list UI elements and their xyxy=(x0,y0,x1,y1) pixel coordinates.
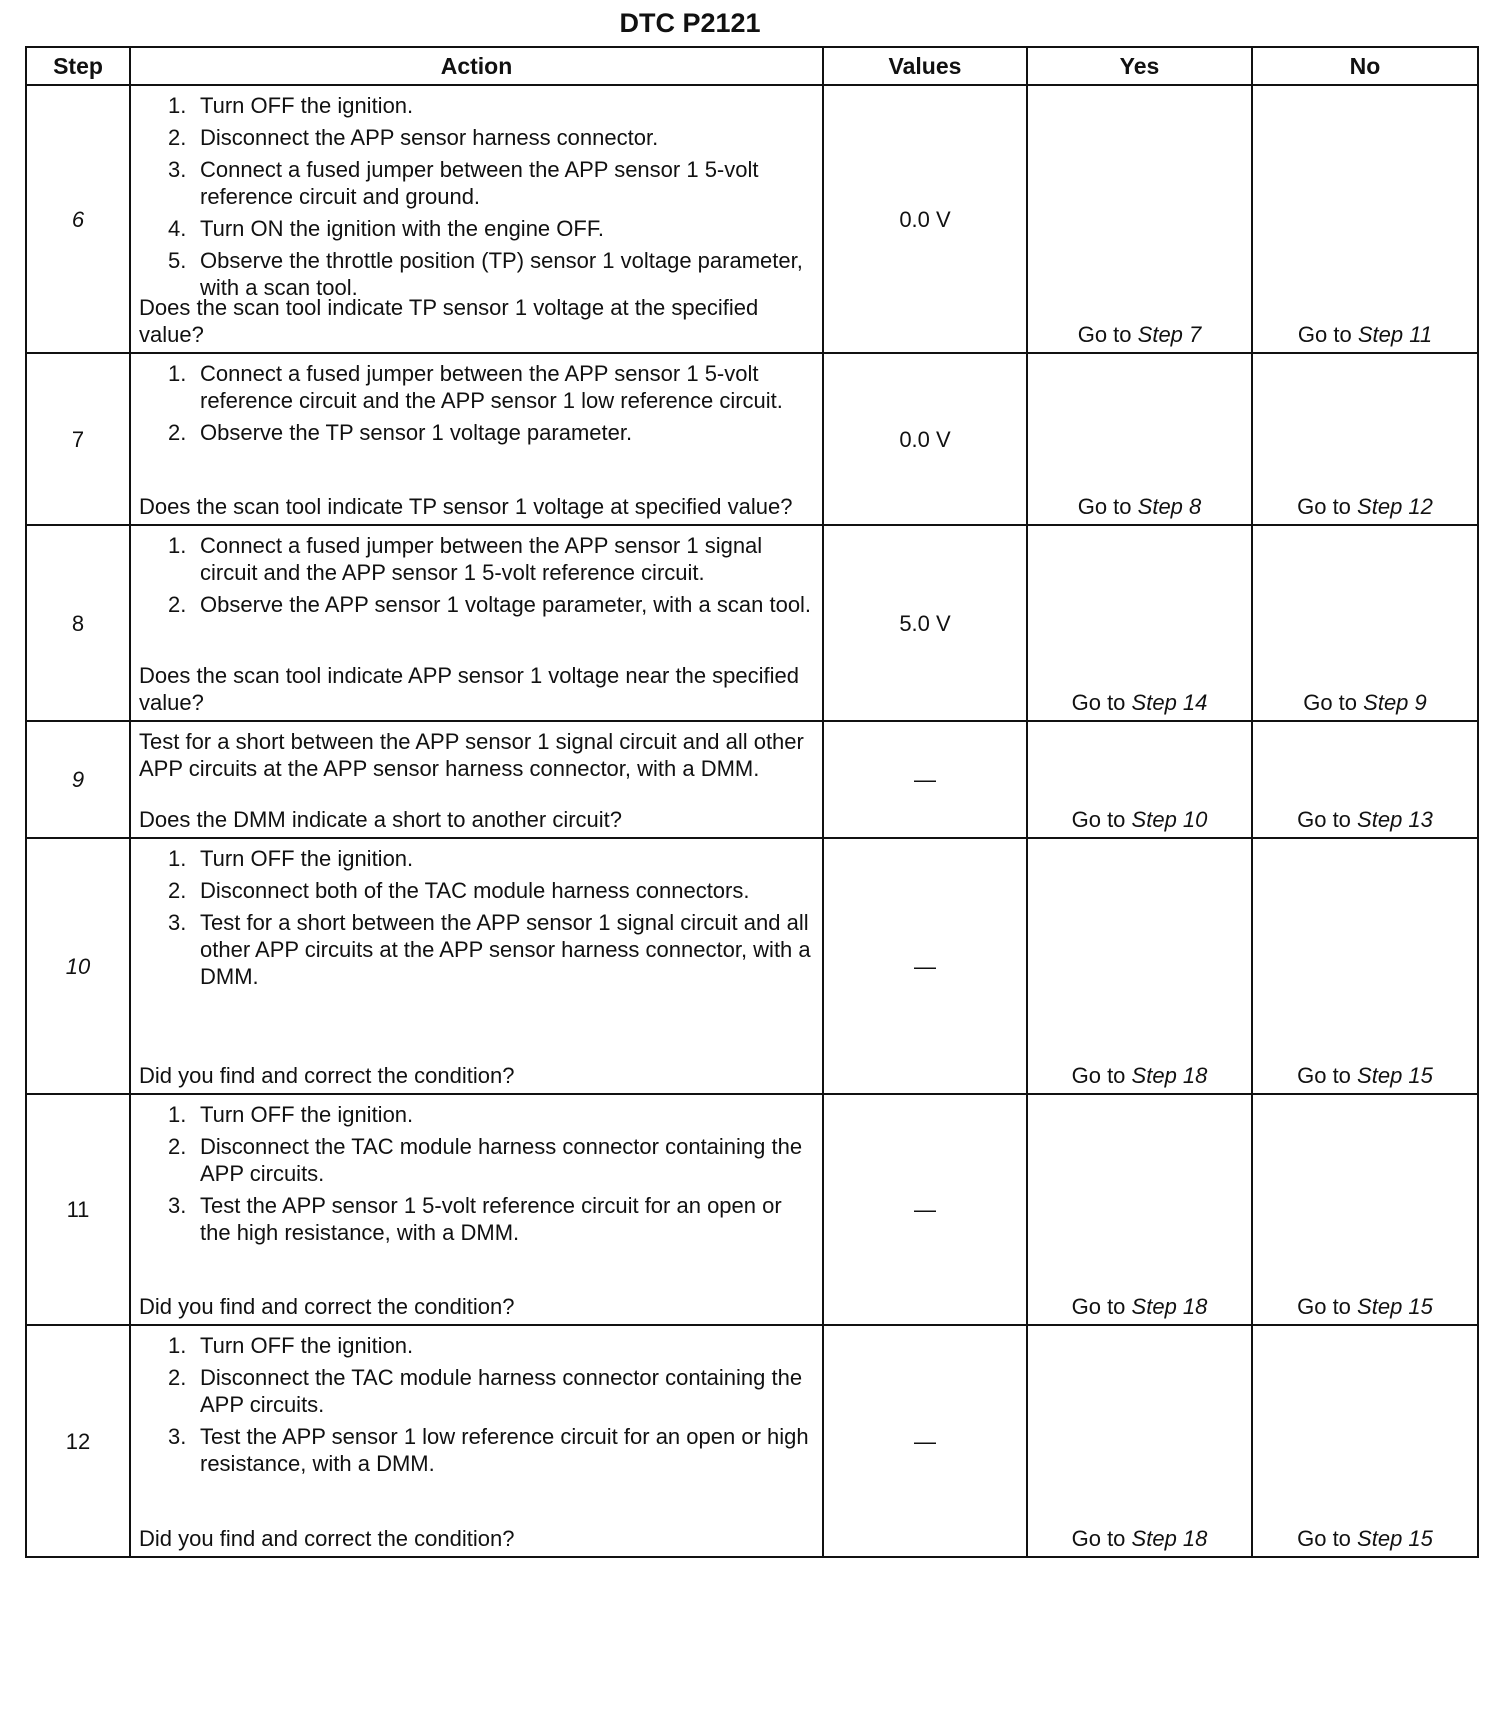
action-item-number: 3. xyxy=(168,910,187,935)
goto-step-target: Step 7 xyxy=(1137,322,1202,347)
header-step: Step xyxy=(26,47,130,85)
goto-prefix: Go to xyxy=(1071,1294,1126,1319)
step-number: 8 xyxy=(26,525,130,721)
action-question: Does the scan tool indicate TP sensor 1 voltage at the specified value? xyxy=(139,295,759,347)
header-no: No xyxy=(1252,47,1478,85)
goto-step-target: Step 18 xyxy=(1131,1294,1208,1319)
action-question: Did you find and correct the condition? xyxy=(139,1294,515,1319)
value-cell: — xyxy=(823,1325,1027,1557)
action-list xyxy=(139,1332,814,1477)
action-item xyxy=(139,532,814,586)
goto-prefix: Go to xyxy=(1303,690,1358,715)
action-item-number: 1. xyxy=(168,846,187,871)
action-item-number: 1. xyxy=(168,1333,187,1358)
action-item-number: 3. xyxy=(168,157,187,182)
goto-prefix: Go to xyxy=(1071,1526,1126,1551)
action-question: Did you find and correct the condition? xyxy=(139,1526,515,1551)
table-row xyxy=(26,838,1478,1094)
action-item-number: 1. xyxy=(168,93,187,118)
step-number: 7 xyxy=(26,353,130,525)
value-cell: 0.0 V xyxy=(823,85,1027,353)
action-item xyxy=(139,845,814,872)
table-row xyxy=(26,353,1478,525)
action-item-number: 1. xyxy=(168,533,187,558)
yes-cell xyxy=(1027,525,1252,721)
goto-prefix: Go to xyxy=(1297,807,1351,832)
goto-yes-link[interactable] xyxy=(1028,493,1251,520)
goto-step-target: Step 8 xyxy=(1137,494,1202,519)
action-item-text: Turn OFF the ignition. xyxy=(200,93,414,118)
goto-no-link[interactable] xyxy=(1253,493,1477,520)
yes-cell xyxy=(1027,838,1252,1094)
action-item-text: Observe the throttle position (TP) sensor 1 voltage parameter, with a scan tool. xyxy=(200,248,803,300)
goto-prefix: Go to xyxy=(1077,322,1132,347)
goto-prefix: Go to xyxy=(1071,690,1126,715)
goto-step-target: Step 15 xyxy=(1357,1526,1433,1551)
goto-prefix: Go to xyxy=(1071,807,1126,832)
action-cell xyxy=(130,1325,823,1557)
action-item-text: Turn OFF the ignition. xyxy=(200,1333,414,1358)
action-item xyxy=(139,1423,814,1477)
action-item xyxy=(139,1133,814,1187)
action-question: Does the DMM indicate a short to another circuit? xyxy=(139,807,623,832)
action-item-text: Test for a short between the APP sensor 1 signal circuit and all other APP circuits at the APP sensor harness connector, with a DMM. xyxy=(200,910,811,989)
goto-prefix: Go to xyxy=(1297,494,1351,519)
action-question: Does the scan tool indicate APP sensor 1 voltage near the specified value? xyxy=(139,663,800,715)
goto-no-link[interactable] xyxy=(1253,1062,1477,1089)
goto-no-link[interactable] xyxy=(1253,1525,1477,1552)
action-list xyxy=(139,92,814,301)
page-title: DTC P2121 xyxy=(619,8,761,38)
yes-cell xyxy=(1027,85,1252,353)
action-item-number: 2. xyxy=(168,420,187,445)
goto-no-link[interactable] xyxy=(1253,806,1477,833)
action-item-number: 2. xyxy=(168,878,187,903)
action-item xyxy=(139,215,814,242)
step-number: 6 xyxy=(26,85,130,353)
action-item-text: Disconnect the TAC module harness connector containing the APP circuits. xyxy=(200,1365,803,1417)
action-item-number: 4. xyxy=(168,216,187,241)
action-cell xyxy=(130,353,823,525)
goto-step-target: Step 18 xyxy=(1131,1063,1208,1088)
action-list xyxy=(139,360,814,446)
action-item-number: 2. xyxy=(168,125,187,150)
table-row xyxy=(26,1325,1478,1557)
action-item-text: Connect a fused jumper between the APP sensor 1 5-volt reference circuit and the APP sensor 1 low reference circuit. xyxy=(200,361,783,413)
goto-yes-link[interactable] xyxy=(1028,1062,1251,1089)
goto-yes-link[interactable] xyxy=(1028,1293,1251,1320)
action-cell xyxy=(130,1094,823,1325)
action-item xyxy=(139,360,814,414)
action-item xyxy=(139,156,814,210)
action-list xyxy=(139,532,814,618)
goto-prefix: Go to xyxy=(1297,1526,1351,1551)
action-question: Does the scan tool indicate TP sensor 1 voltage at specified value? xyxy=(139,494,793,519)
action-item-number: 3. xyxy=(168,1424,187,1449)
goto-prefix: Go to xyxy=(1297,322,1352,347)
action-item-text: Disconnect both of the TAC module harness connectors. xyxy=(200,878,750,903)
goto-prefix: Go to xyxy=(1297,1063,1351,1088)
goto-step-target: Step 15 xyxy=(1357,1063,1433,1088)
action-item-text: Test the APP sensor 1 low reference circuit for an open or high resistance, with a DMM. xyxy=(200,1424,809,1476)
action-item-text: Turn ON the ignition with the engine OFF. xyxy=(200,216,604,241)
action-list xyxy=(139,1101,814,1246)
goto-no-link[interactable] xyxy=(1253,321,1477,348)
no-cell xyxy=(1252,1094,1478,1325)
diagnostic-table xyxy=(25,46,1479,1558)
action-cell xyxy=(130,838,823,1094)
action-item xyxy=(139,419,814,446)
value-cell: 5.0 V xyxy=(823,525,1027,721)
step-number: 12 xyxy=(26,1325,130,1557)
yes-cell xyxy=(1027,1325,1252,1557)
goto-step-target: Step 15 xyxy=(1357,1294,1433,1319)
action-item-number: 1. xyxy=(168,361,187,386)
no-cell xyxy=(1252,1325,1478,1557)
no-cell xyxy=(1252,721,1478,838)
no-cell xyxy=(1252,85,1478,353)
goto-step-target: Step 11 xyxy=(1357,322,1433,347)
table-row xyxy=(26,721,1478,838)
action-item-text: Disconnect the TAC module harness connector containing the APP circuits. xyxy=(200,1134,803,1186)
header-yes: Yes xyxy=(1027,47,1252,85)
action-item-text: Connect a fused jumper between the APP sensor 1 signal circuit and the APP sensor 1 5-volt reference circuit. xyxy=(200,533,763,585)
action-item-text: Turn OFF the ignition. xyxy=(200,1102,414,1127)
goto-step-target: Step 14 xyxy=(1131,690,1208,715)
goto-prefix: Go to xyxy=(1077,494,1132,519)
goto-yes-link[interactable] xyxy=(1028,689,1251,716)
yes-cell xyxy=(1027,353,1252,525)
action-item-number: 2. xyxy=(168,1134,187,1159)
step-number: 9 xyxy=(26,721,130,838)
action-item xyxy=(139,124,814,151)
action-question: Did you find and correct the condition? xyxy=(139,1063,515,1088)
action-item xyxy=(139,1364,814,1418)
action-item-number: 5. xyxy=(168,248,187,273)
goto-no-link[interactable] xyxy=(1253,689,1477,716)
action-item-text: Observe the TP sensor 1 voltage parameter. xyxy=(200,420,633,445)
table-row xyxy=(26,1094,1478,1325)
action-item-number: 2. xyxy=(168,1365,187,1390)
table-row xyxy=(26,525,1478,721)
goto-no-link[interactable] xyxy=(1253,1293,1477,1320)
action-cell xyxy=(130,85,823,353)
action-item-text: Connect a fused jumper between the APP sensor 1 5-volt reference circuit and ground. xyxy=(200,157,759,209)
goto-yes-link[interactable] xyxy=(1028,806,1251,833)
no-cell xyxy=(1252,353,1478,525)
value-cell: 0.0 V xyxy=(823,353,1027,525)
goto-step-target: Step 18 xyxy=(1131,1526,1208,1551)
action-item-number: 3. xyxy=(168,1193,187,1218)
goto-prefix: Go to xyxy=(1297,1294,1351,1319)
yes-cell xyxy=(1027,721,1252,838)
action-item xyxy=(139,909,814,990)
action-text: Test for a short between the APP sensor 1 signal circuit and all other APP circuits at the APP sensor harness connector, with a DMM. xyxy=(139,729,804,781)
goto-prefix: Go to xyxy=(1071,1063,1126,1088)
value-cell: — xyxy=(823,838,1027,1094)
action-item-text: Observe the APP sensor 1 voltage parameter, with a scan tool. xyxy=(200,592,812,617)
goto-step-target: Step 10 xyxy=(1131,807,1208,832)
action-cell xyxy=(130,721,823,838)
action-item xyxy=(139,591,814,618)
goto-yes-link[interactable] xyxy=(1028,1525,1251,1552)
header-values: Values xyxy=(823,47,1027,85)
action-cell xyxy=(130,525,823,721)
yes-cell xyxy=(1027,1094,1252,1325)
header-row xyxy=(26,47,1478,85)
value-cell: — xyxy=(823,721,1027,838)
action-item-number: 2. xyxy=(168,592,187,617)
action-item xyxy=(139,1192,814,1246)
action-item-text: Turn OFF the ignition. xyxy=(200,846,414,871)
action-item-text: Test the APP sensor 1 5-volt reference circuit for an open or the high resistance, with a DMM. xyxy=(200,1193,782,1245)
goto-yes-link[interactable] xyxy=(1028,321,1251,348)
action-item xyxy=(139,877,814,904)
step-number: 11 xyxy=(26,1094,130,1325)
action-item-text: Disconnect the APP sensor harness connector. xyxy=(200,125,659,150)
action-item xyxy=(139,247,814,301)
action-list xyxy=(139,845,814,990)
header-action: Action xyxy=(130,47,823,85)
no-cell xyxy=(1252,525,1478,721)
value-cell: — xyxy=(823,1094,1027,1325)
goto-step-target: Step 12 xyxy=(1357,494,1433,519)
action-item xyxy=(139,1101,814,1128)
goto-step-target: Step 13 xyxy=(1357,807,1433,832)
no-cell xyxy=(1252,838,1478,1094)
step-number: 10 xyxy=(26,838,130,1094)
table-row xyxy=(26,85,1478,353)
action-item-number: 1. xyxy=(168,1102,187,1127)
action-item xyxy=(139,1332,814,1359)
goto-step-target: Step 9 xyxy=(1363,690,1427,715)
action-item xyxy=(139,92,814,119)
